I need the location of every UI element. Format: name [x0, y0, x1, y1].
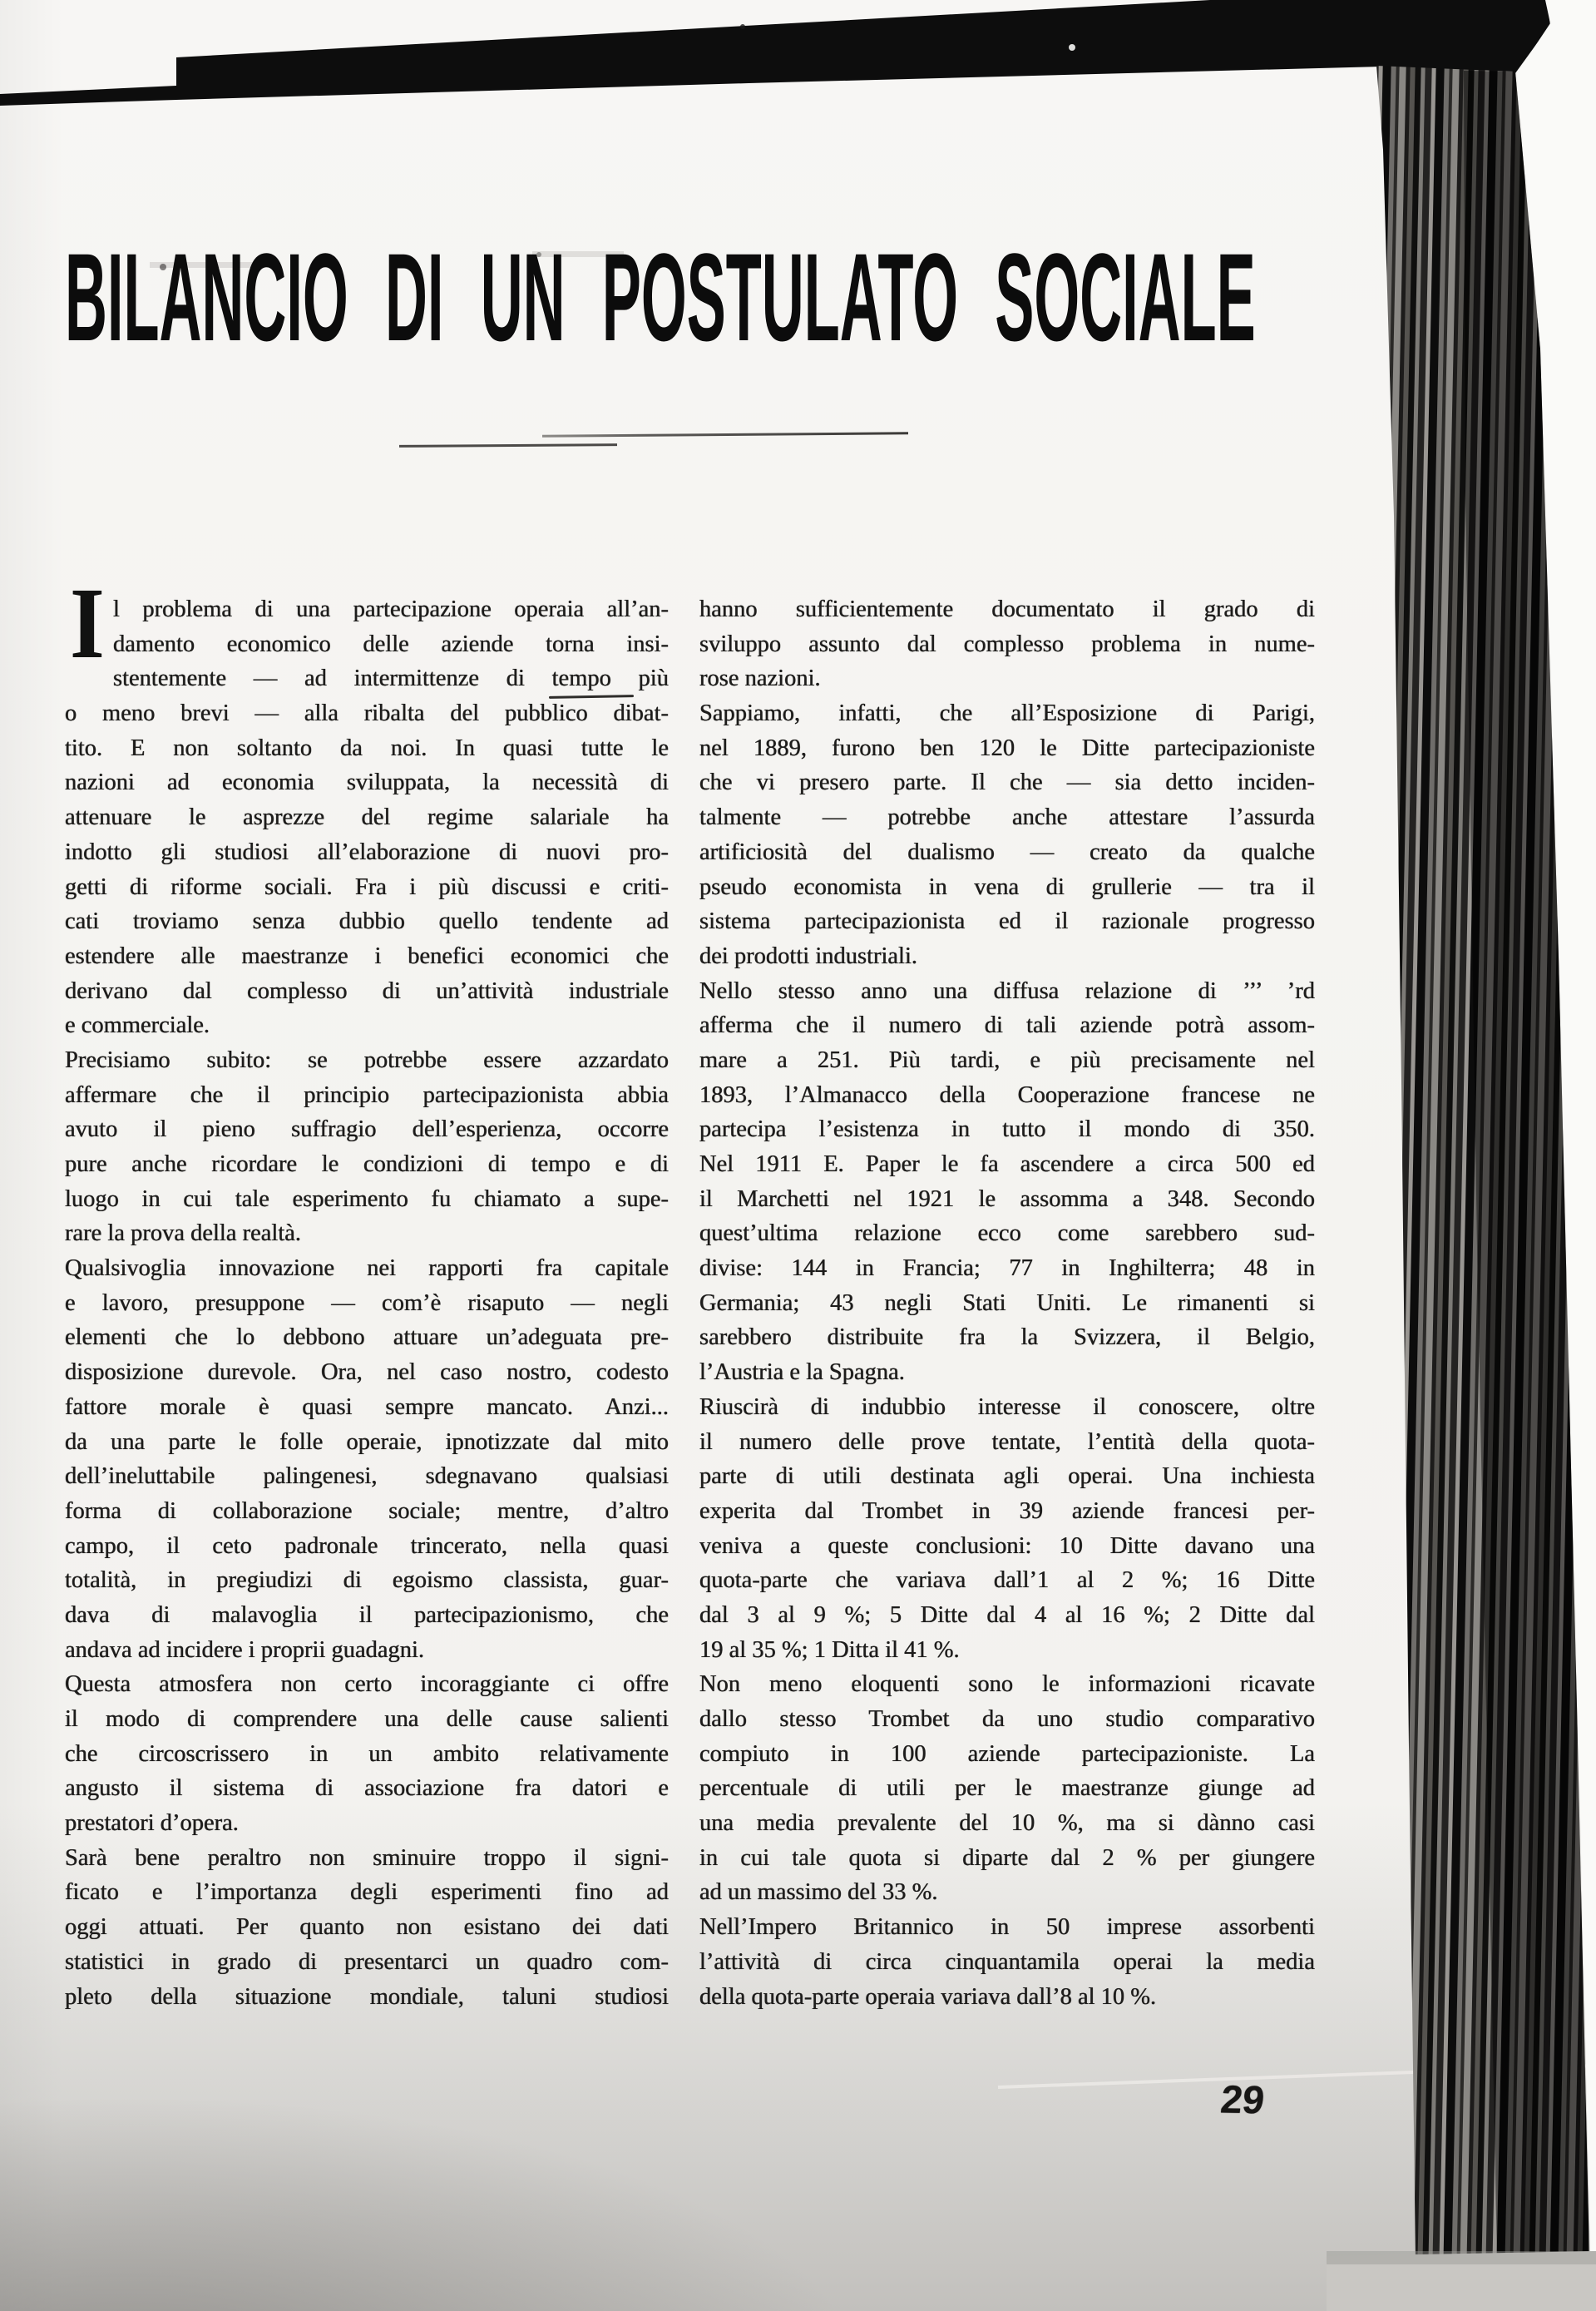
text-line: Riuscirà di indubbio interesse il conoscere, oltre: [699, 1393, 1315, 1420]
text-line: derivano dal complesso di un’attività industriale: [65, 977, 669, 1004]
text-line: nel 1889, furono ben 120 le Ditte partecipazioniste: [699, 735, 1315, 761]
text-line: che circoscrissero in un ambito relativamente: [65, 1740, 669, 1767]
text-line: Non meno eloquenti sono le informazioni ricavate: [699, 1671, 1315, 1698]
text-line: Nel 1911 E. Paper le fa ascendere a circa 500 ed: [699, 1151, 1315, 1177]
text-line: stentemente — ad intermittenze di tempo più: [113, 666, 669, 692]
text-line: dell’ineluttabile palingenesi, sdegnavano qualsiasi: [65, 1463, 669, 1490]
text-line: fattore morale è quasi sempre mancato. Anzi...: [65, 1393, 669, 1420]
text-line: Qualsivoglia innovazione nei rapporti fra capitale: [65, 1255, 669, 1282]
text-line: prestatori d’opera.: [65, 1810, 239, 1837]
text-line: Nello stesso anno una diffusa relazione di ’’’ ’rd: [699, 977, 1315, 1004]
text-line: dei prodotti industriali.: [699, 943, 918, 969]
page-number: 29: [1218, 2076, 1267, 2122]
text-line: mare a 251. Più tardi, e più precisamente nel: [699, 1047, 1315, 1073]
text-line: Questa atmosfera non certo incoraggiante ci offre: [65, 1671, 669, 1698]
text-line: e commerciale.: [65, 1012, 210, 1039]
text-line: quest’ultima relazione ecco come sarebbero sud-: [699, 1220, 1315, 1247]
text-line: che vi presero parte. Il che — sia detto inciden-: [699, 770, 1315, 796]
text-line: avuto il pieno suffragio dell’esperienza, occorre: [65, 1116, 669, 1143]
text-line: dallo stesso Trombet da uno studio comparativo: [699, 1706, 1315, 1732]
text-line: ficato e l’importanza degli esperimenti fino ad: [65, 1879, 669, 1906]
text-line: nazioni ad economia sviluppata, la necessità di: [65, 770, 669, 796]
article-title: BILANCIO DI UN POSTULATO SOCIALE: [65, 227, 1256, 367]
text-line: 19 al 35 %; 1 Ditta il 41 %.: [699, 1636, 960, 1663]
text-line: oggi attuati. Per quanto non esistano dei dati: [65, 1914, 669, 1941]
text-line: partecipa l’esistenza in tutto il mondo di 350.: [699, 1116, 1315, 1143]
text-line: rare la prova della realtà.: [65, 1220, 302, 1247]
text-line: dal 3 al 9 %; 5 Ditte dal 4 al 16 %; 2 Ditte dal: [699, 1601, 1315, 1628]
article-column-left: [65, 592, 669, 2014]
text-line: pseudo economista in vena di grullerie — tra il: [699, 873, 1315, 900]
text-line: da una parte le folle operaie, ipnotizzate dal mito: [65, 1428, 669, 1455]
text-line: della quota-parte operaia variava dall’8 al 10 %.: [699, 1983, 1157, 2010]
text-line: parte di utili destinata agli operai. Una inchiesta: [699, 1463, 1315, 1490]
text-line: l problema di una partecipazione operaia all’an-: [113, 596, 669, 622]
article-column-right: [699, 592, 1315, 2014]
text-line: disposizione durevole. Ora, nel caso nostro, codesto: [65, 1359, 669, 1386]
text-line: rose nazioni.: [699, 666, 821, 692]
text-line: damento economico delle aziende torna insi-: [113, 631, 669, 657]
text-line: campo, il ceto padronale trincerato, nella quasi: [65, 1532, 669, 1559]
text-line: cati troviamo senza dubbio quello tendente ad: [65, 908, 669, 935]
text-line: o meno brevi — alla ribalta del pubblico dibat-: [65, 700, 669, 727]
text-line: l’attività di circa cinquantamila operai la media: [699, 1948, 1315, 1975]
text-line: quota-parte che variava dall’1 al 2 %; 16 Ditte: [699, 1567, 1315, 1594]
text-line: e lavoro, presuppone — com’è risaputo — negli: [65, 1289, 669, 1316]
text-line: percentuale di utili per le maestranze giunge ad: [699, 1775, 1315, 1802]
dust-speck: [1069, 44, 1075, 51]
text-line: Precisiamo subito: se potrebbe essere azzardato: [65, 1047, 669, 1073]
text-line: indotto gli studiosi all’elaborazione di nuovi pro-: [65, 839, 669, 865]
text-line: Nell’Impero Britannico in 50 imprese assorbenti: [699, 1914, 1315, 1941]
text-line: l’Austria e la Spagna.: [699, 1359, 905, 1386]
scan-bottom-shadow: [1327, 2251, 1596, 2264]
text-line: statistici in grado di presentarci un quadro com-: [65, 1948, 669, 1975]
text-line: elementi che lo debbono attuare un’adeguata pre-: [65, 1324, 669, 1351]
text-line: Sarà bene peraltro non sminuire troppo il signi-: [65, 1844, 669, 1871]
text-line: afferma che il numero di tali aziende potrà assom-: [699, 1012, 1315, 1039]
text-line: ad un massimo del 33 %.: [699, 1879, 938, 1906]
text-line: compiuto in 100 aziende partecipazioniste. La: [699, 1740, 1315, 1767]
text-line: sarebbero distribuite fra la Svizzera, il Belgio,: [699, 1324, 1315, 1351]
text-line: artificiosità del dualismo — creato da qualche: [699, 839, 1315, 865]
text-line: angusto il sistema di associazione fra datori e: [65, 1775, 669, 1802]
text-line: andava ad incidere i proprii guadagni.: [65, 1636, 425, 1663]
text-line: luogo in cui tale esperimento fu chiamato a supe-: [65, 1185, 669, 1212]
text-line: pure anche ricordare le condizioni di tempo e di: [65, 1151, 669, 1177]
text-line: sviluppo assunto dal complesso problema in nume-: [699, 631, 1315, 657]
text-line: dava di malavoglia il partecipazionismo, che: [65, 1601, 669, 1628]
text-line: affermare che il principio partecipazionista abbia: [65, 1081, 669, 1108]
text-line: sistema partecipazionista ed il razionale progresso: [699, 908, 1315, 935]
text-line: divise: 144 in Francia; 77 in Inghilterra; 48 in: [699, 1255, 1315, 1282]
text-line: attenuare le asprezze del regime salariale ha: [65, 804, 669, 831]
text-line: tito. E non soltanto da noi. In quasi tutte le: [65, 735, 669, 761]
text-line: talmente — potrebbe anche attestare l’assurda: [699, 804, 1315, 831]
text-line: 1893, l’Almanacco della Cooperazione francese ne: [699, 1081, 1315, 1108]
text-line: forma di collaborazione sociale; mentre, d’altro: [65, 1497, 669, 1524]
text-line: il Marchetti nel 1921 le assomma a 348. Secondo: [699, 1185, 1315, 1212]
text-line: Germania; 43 negli Stati Uniti. Le rimanenti si: [699, 1289, 1315, 1316]
text-line: experita dal Trombet in 39 aziende francesi per-: [699, 1497, 1315, 1524]
text-line: Sappiamo, infatti, che all’Esposizione di Parigi,: [699, 700, 1315, 727]
text-line: getti di riforme sociali. Fra i più discussi e criti-: [65, 873, 669, 900]
scanner-top-band: [0, 0, 1550, 106]
drop-cap: I: [70, 567, 105, 680]
text-line: in cui tale quota si diparte dal 2 % per giungere: [699, 1844, 1315, 1871]
text-line: veniva a queste conclusioni: 10 Ditte davano una: [699, 1532, 1315, 1559]
text-line: una media prevalente del 10 %, ma si dànno casi: [699, 1810, 1315, 1837]
text-line: estendere alle maestranze i benefici economici che: [65, 943, 669, 969]
text-line: il modo di comprendere una delle cause salienti: [65, 1706, 669, 1732]
dust-speck: [740, 24, 745, 29]
text-line: il numero delle prove tentate, l’entità della quota-: [699, 1428, 1315, 1455]
text-line: pleto della situazione mondiale, taluni studiosi: [65, 1983, 669, 2010]
text-line: hanno sufficientemente documentato il grado di: [699, 596, 1315, 622]
text-line: totalità, in pregiudizi di egoismo classista, guar-: [65, 1567, 669, 1594]
